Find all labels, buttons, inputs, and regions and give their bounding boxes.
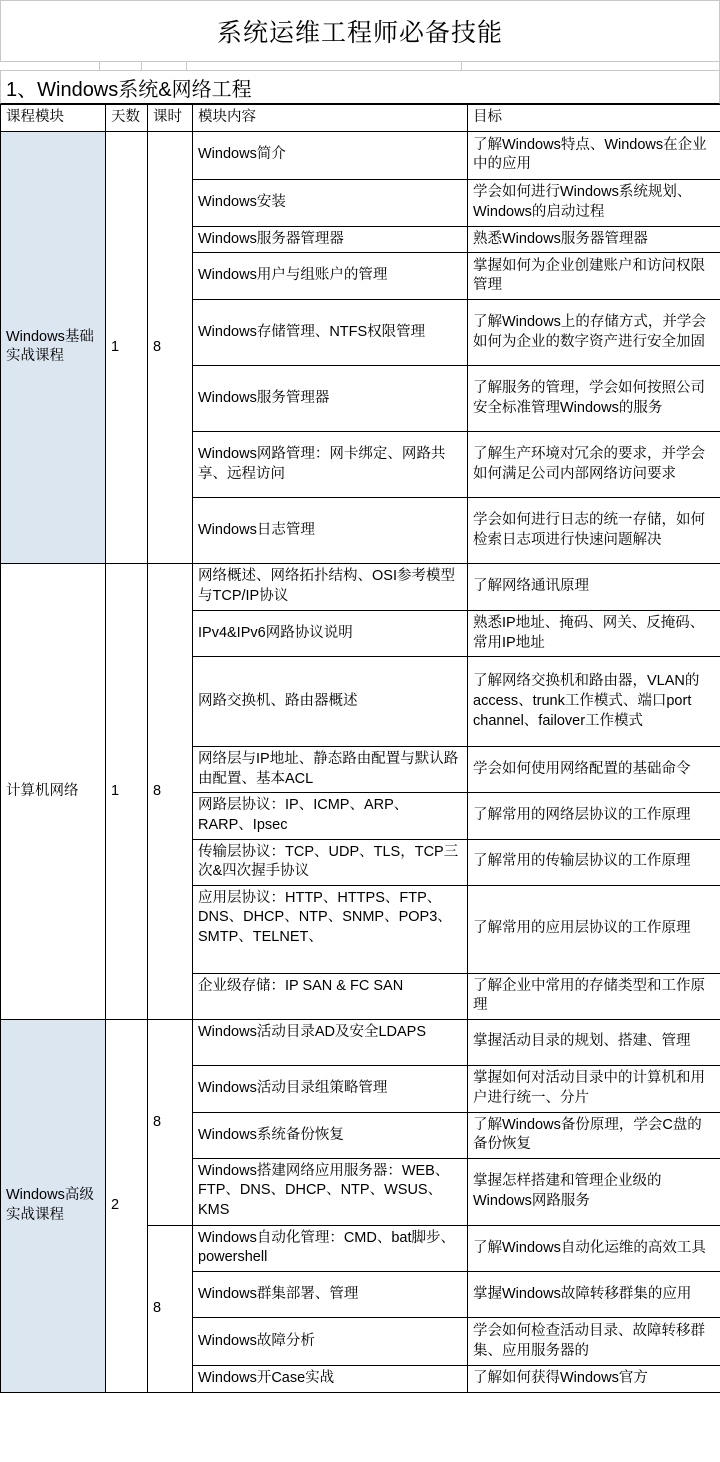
section-title: 1、Windows系统&网络工程: [0, 71, 720, 104]
spacer-cell: [0, 62, 100, 70]
table-row: [1, 131, 720, 179]
header-goal: 目标: [468, 105, 720, 132]
document-title: 系统运维工程师必备技能: [0, 1, 720, 61]
group-hours: 8: [148, 564, 193, 1020]
row-goal: 了解Windows备份原理，学会C盘的备份恢复: [468, 1112, 720, 1158]
row-goal: 熟悉IP地址、掩码、网关、反掩码、常用IP地址: [468, 611, 720, 657]
row-content: Windows安装: [193, 179, 468, 226]
group-hours: 8: [148, 1019, 193, 1225]
row-content: Windows系统备份恢复: [193, 1112, 468, 1158]
row-content: 企业级存储：IP SAN & FC SAN: [193, 973, 468, 1019]
row-content: Windows简介: [193, 131, 468, 179]
row-goal: 了解企业中常用的存储类型和工作原理: [468, 973, 720, 1019]
header-hours: 课时: [148, 105, 193, 132]
group-hours: 8: [148, 131, 193, 564]
group-module-name: Windows基础实战课程: [1, 131, 106, 564]
row-goal: 掌握Windows故障转移群集的应用: [468, 1272, 720, 1318]
spacer-cell: [100, 62, 142, 70]
group-module-name: Windows高级实战课程: [1, 1019, 106, 1392]
spacer-cell: [187, 62, 462, 70]
row-content: 传输层协议：TCP、UDP、TLS，TCP三次&四次握手协议: [193, 839, 468, 885]
table-row: [1, 564, 720, 611]
row-goal: 掌握如何对活动目录中的计算机和用户进行统一、分片: [468, 1065, 720, 1112]
row-goal: 掌握活动目录的规划、搭建、管理: [468, 1019, 720, 1065]
row-goal: 了解生产环境对冗余的要求，并学会如何满足公司内部网络访问要求: [468, 432, 720, 498]
row-content: Windows活动目录组策略管理: [193, 1065, 468, 1112]
row-content: Windows故障分析: [193, 1318, 468, 1366]
row-goal: 熟悉Windows服务器管理器: [468, 226, 720, 253]
header-module: 课程模块: [1, 105, 106, 132]
row-goal: 了解如何获得Windows官方: [468, 1366, 720, 1393]
curriculum-table: [0, 104, 720, 1393]
spacer-row: [0, 62, 720, 71]
spacer-cell: [142, 62, 187, 70]
spacer-cell: [462, 62, 720, 70]
row-content: 网路层协议：IP、ICMP、ARP、RARP、Ipsec: [193, 793, 468, 839]
row-content: Windows用户与组账户的管理: [193, 253, 468, 300]
row-content: Windows服务器管理器: [193, 226, 468, 253]
group-days: 1: [106, 564, 148, 1020]
row-goal: 学会如何使用网络配置的基础命令: [468, 747, 720, 793]
row-content: 网路交换机、路由器概述: [193, 657, 468, 747]
row-goal: 了解常用的应用层协议的工作原理: [468, 885, 720, 973]
table-header-row: [1, 105, 720, 132]
row-goal: 学会如何进行日志的统一存储，如何检索日志项进行快速问题解决: [468, 498, 720, 564]
row-content: Windows搭建网络应用服务器：WEB、FTP、DNS、DHCP、NTP、WSUS、KMS: [193, 1158, 468, 1225]
group-module-name: 计算机网络: [1, 564, 106, 1020]
row-goal: 学会如何进行Windows系统规划、Windows的启动过程: [468, 179, 720, 226]
row-content: Windows日志管理: [193, 498, 468, 564]
row-content: IPv4&IPv6网路协议说明: [193, 611, 468, 657]
header-days: 天数: [106, 105, 148, 132]
row-content: Windows群集部署、管理: [193, 1272, 468, 1318]
header-content: 模块内容: [193, 105, 468, 132]
row-goal: 了解服务的管理，学会如何按照公司安全标准管理Windows的服务: [468, 366, 720, 432]
row-goal: 了解常用的网络层协议的工作原理: [468, 793, 720, 839]
row-content: 网络概述、网络拓扑结构、OSI参考模型与TCP/IP协议: [193, 564, 468, 611]
row-goal: 掌握怎样搭建和管理企业级的Windows网路服务: [468, 1158, 720, 1225]
group-hours-second: 8: [148, 1225, 193, 1392]
row-goal: 了解Windows特点、Windows在企业中的应用: [468, 131, 720, 179]
title-band: [0, 0, 720, 62]
group-days: 1: [106, 131, 148, 564]
row-goal: 了解Windows自动化运维的高效工具: [468, 1225, 720, 1271]
row-content: Windows自动化管理：CMD、bat脚步、powershell: [193, 1225, 468, 1271]
row-goal: 了解常用的传输层协议的工作原理: [468, 839, 720, 885]
row-goal: 了解网络交换机和路由器，VLAN的access、trunk工作模式、端口port channel、failover工作模式: [468, 657, 720, 747]
row-content: 应用层协议：HTTP、HTTPS、FTP、DNS、DHCP、NTP、SNMP、POP3、SMTP、TELNET、: [193, 885, 468, 973]
row-content: Windows活动目录AD及安全LDAPS: [193, 1019, 468, 1065]
row-goal: 学会如何检查活动目录、故障转移群集、应用服务器的: [468, 1318, 720, 1366]
row-content: 网络层与IP地址、静态路由配置与默认路由配置、基本ACL: [193, 747, 468, 793]
row-goal: 了解网络通讯原理: [468, 564, 720, 611]
group-days: 2: [106, 1019, 148, 1392]
row-content: Windows网路管理：网卡绑定、网路共享、远程访问: [193, 432, 468, 498]
table-row: [1, 1019, 720, 1065]
row-content: Windows存储管理、NTFS权限管理: [193, 300, 468, 366]
row-content: Windows服务管理器: [193, 366, 468, 432]
row-goal: 了解Windows上的存储方式，并学会如何为企业的数字资产进行安全加固: [468, 300, 720, 366]
row-goal: 掌握如何为企业创建账户和访问权限管理: [468, 253, 720, 300]
row-content: Windows开Case实战: [193, 1366, 468, 1393]
